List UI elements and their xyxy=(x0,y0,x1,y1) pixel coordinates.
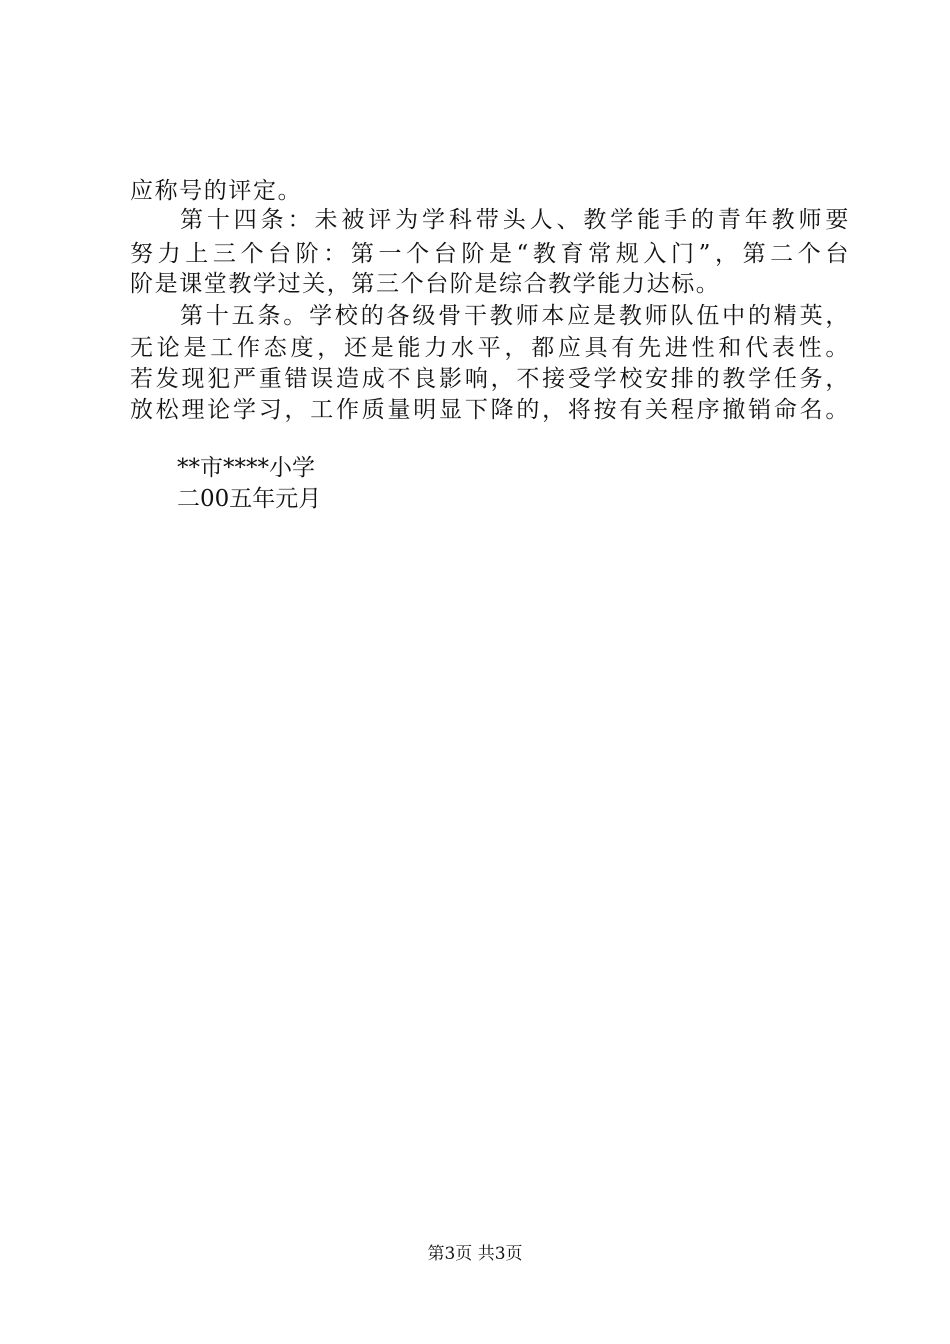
paragraph-line: 第十五条。学校的各级骨干教师本应是教师队伍中的精英， xyxy=(180,303,850,329)
paragraph-line: 应称号的评定。 xyxy=(130,178,303,204)
page-footer: 第3页 共3页 xyxy=(427,1244,523,1264)
paragraph-line: 无论是工作态度，还是能力水平，都应具有先进性和代表性。 xyxy=(130,335,850,361)
paragraph-line: 努力上三个台阶：第一个台阶是“教育常规入门”，第二个台 xyxy=(130,241,850,267)
paragraph-line: 阶是课堂教学过关，第三个台阶是综合教学能力达标。 xyxy=(130,271,721,297)
paragraph-line: 若发现犯严重错误造成不良影响，不接受学校安排的教学任务， xyxy=(130,366,850,392)
signature-date: 二00五年元月 xyxy=(177,486,322,512)
paragraph-line: 第十四条：未被评为学科带头人、教学能手的青年教师要 xyxy=(180,207,850,233)
signature-organization: **市****小学 xyxy=(177,455,315,481)
paragraph-line: 放松理论学习，工作质量明显下降的，将按有关程序撤销命名。 xyxy=(130,397,850,423)
